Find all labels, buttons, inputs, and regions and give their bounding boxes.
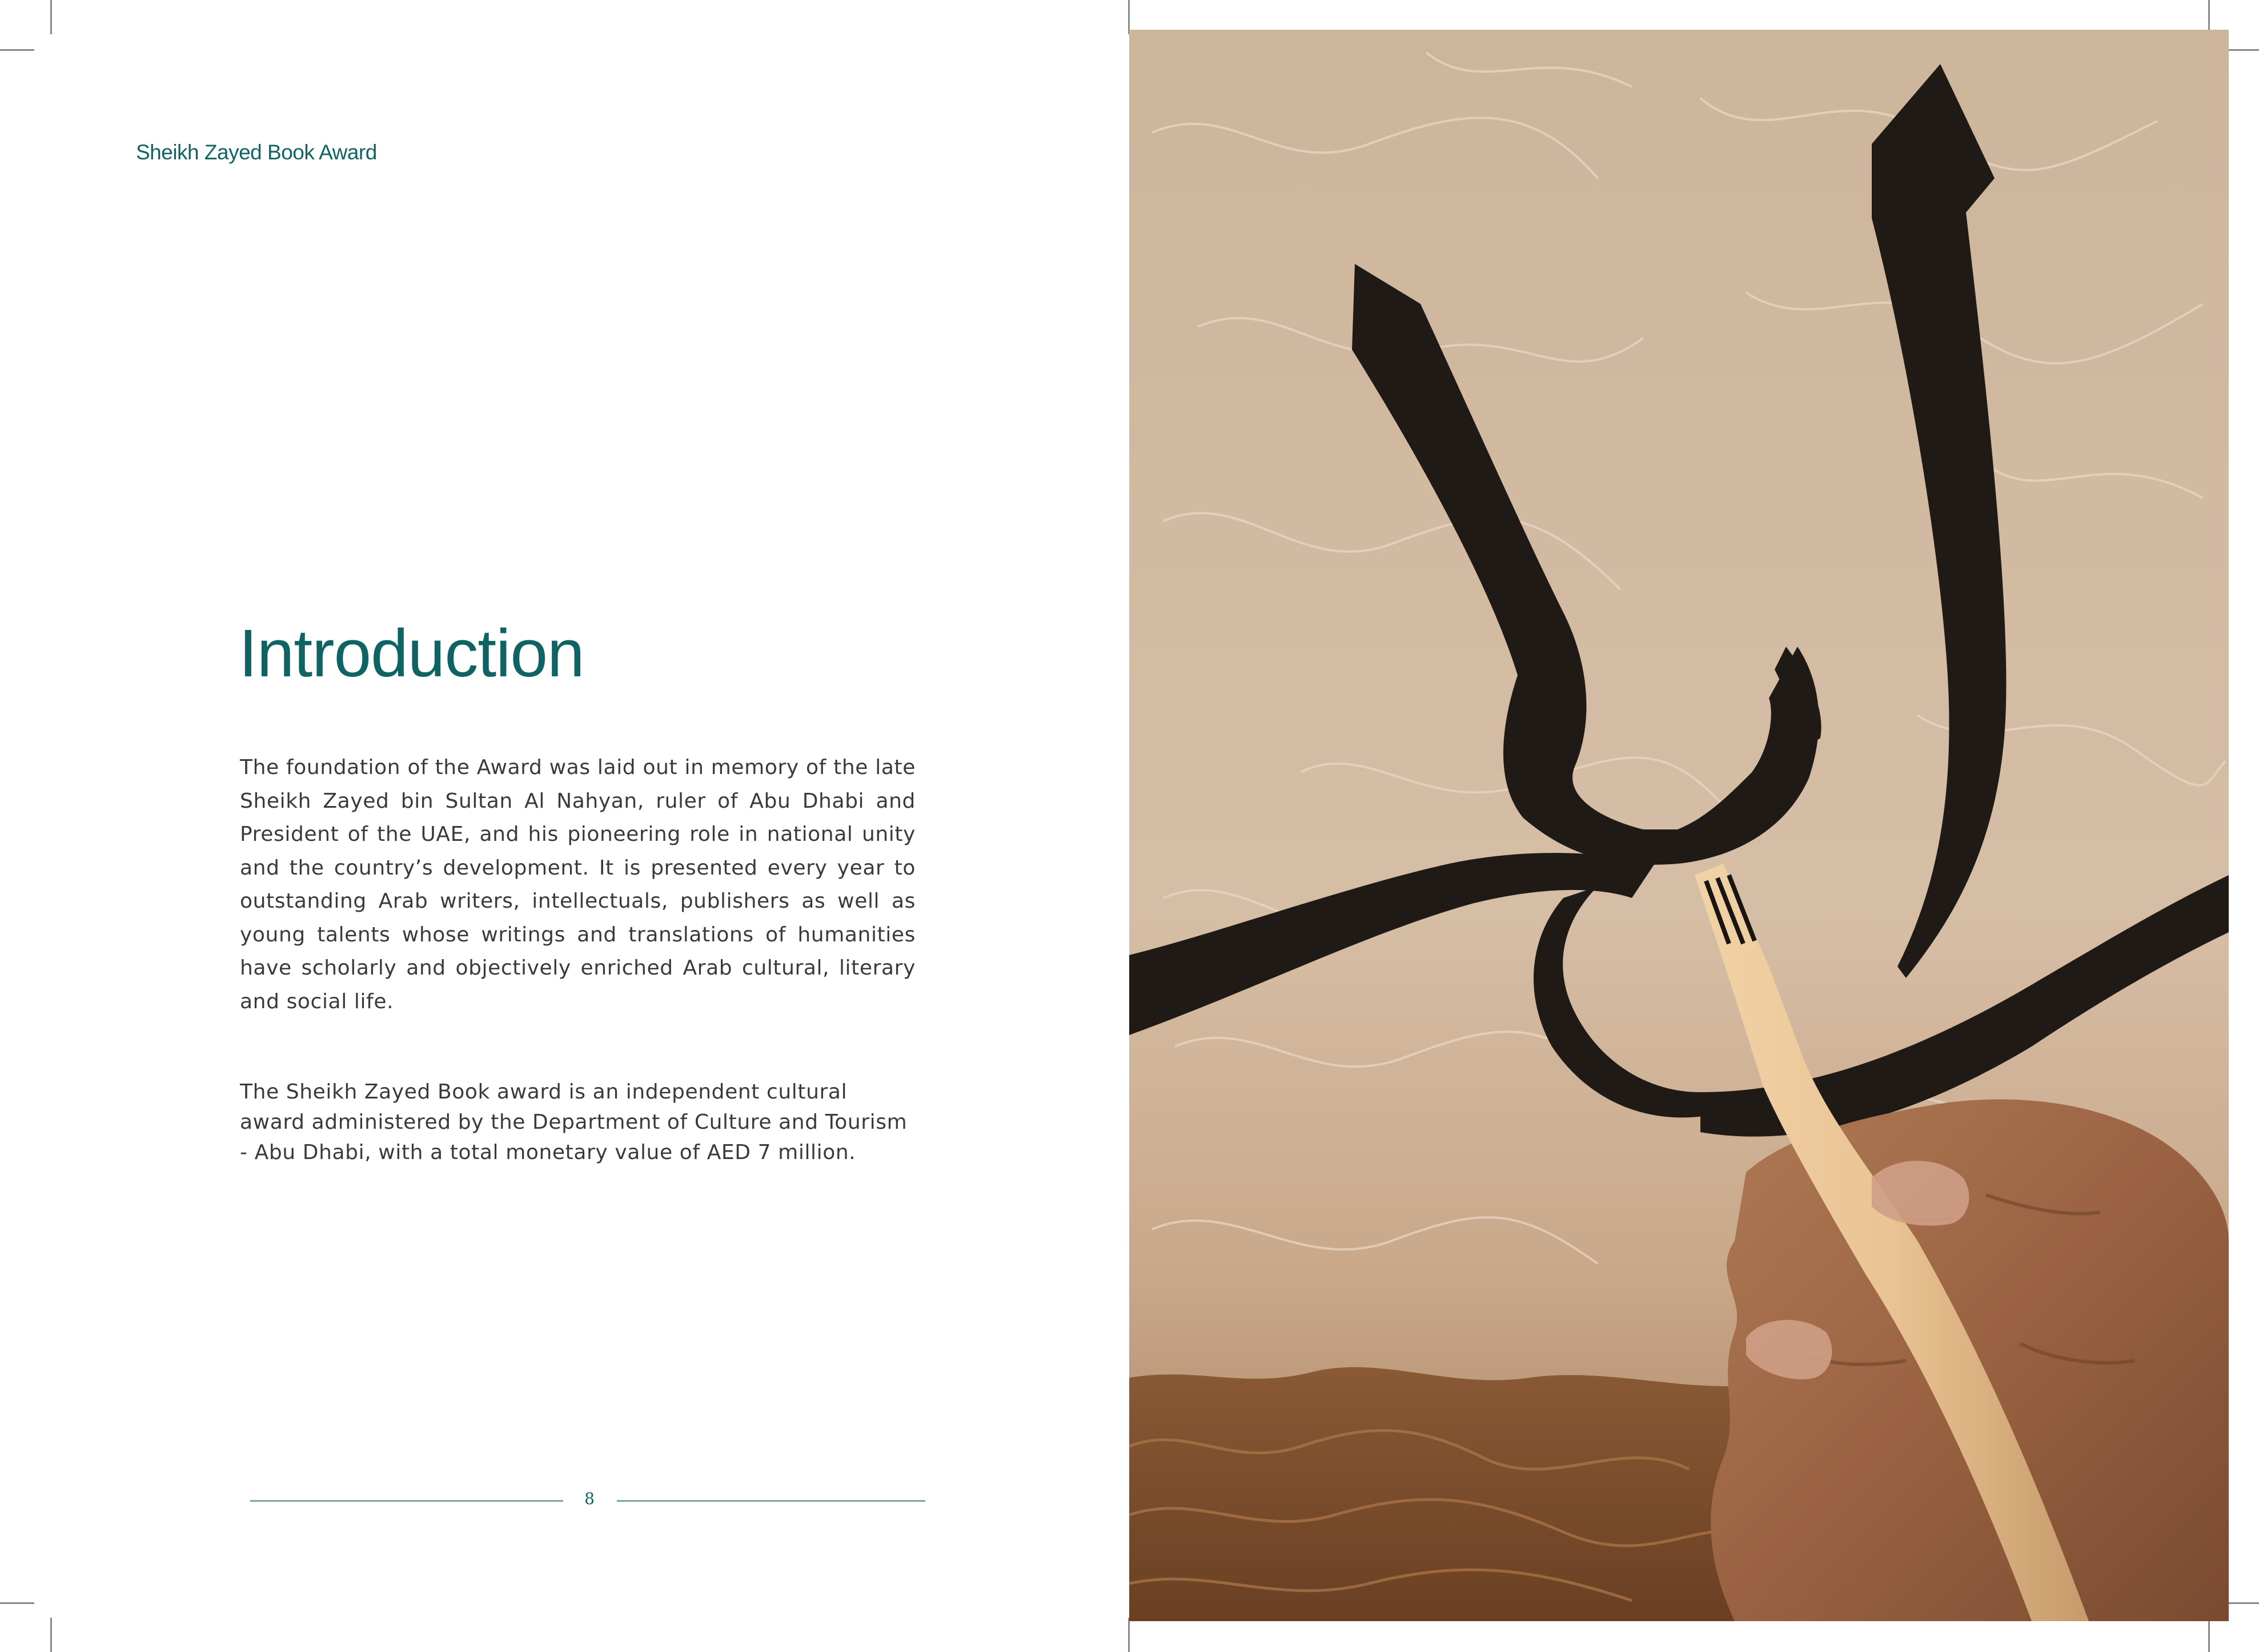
crop-mark [0, 1602, 34, 1604]
body-paragraph: The foundation of the Award was laid out in memory of the late Sheikh Zayed bin Sultan Al Nahyan, ruler of Abu Dhabi and President of the UAE, and his pioneering role in national unity and the country’s development. It is presented every year to outstanding Arab writers, intellectuals, publishers as well as young talents whose writings and translations of humanities have scholarly and objectively enriched Arab cultural, literary and social life. [240, 756, 916, 1013]
footer-rule-right [617, 1500, 925, 1502]
page-title: Introduction [239, 616, 584, 691]
crop-mark [2208, 1618, 2210, 1652]
footer-rule-left [250, 1500, 563, 1502]
calligraphy-photo [1129, 30, 2229, 1621]
crop-mark [2225, 49, 2259, 51]
body-paragraph: The Sheikh Zayed Book award is an independent cultural award administered by the Department of Culture and Tourism - Abu Dhabi, with a total monetary value of AED 7 million. [240, 1080, 908, 1164]
crop-mark [1128, 1618, 1130, 1652]
running-header: Sheikh Zayed Book Award [136, 141, 377, 164]
page-number: 8 [584, 1489, 595, 1508]
crop-mark [50, 1618, 52, 1652]
crop-mark [1128, 0, 1130, 34]
crop-mark [0, 49, 34, 51]
crop-mark [2208, 0, 2210, 34]
crop-mark [50, 0, 52, 34]
crop-mark [2225, 1602, 2259, 1604]
